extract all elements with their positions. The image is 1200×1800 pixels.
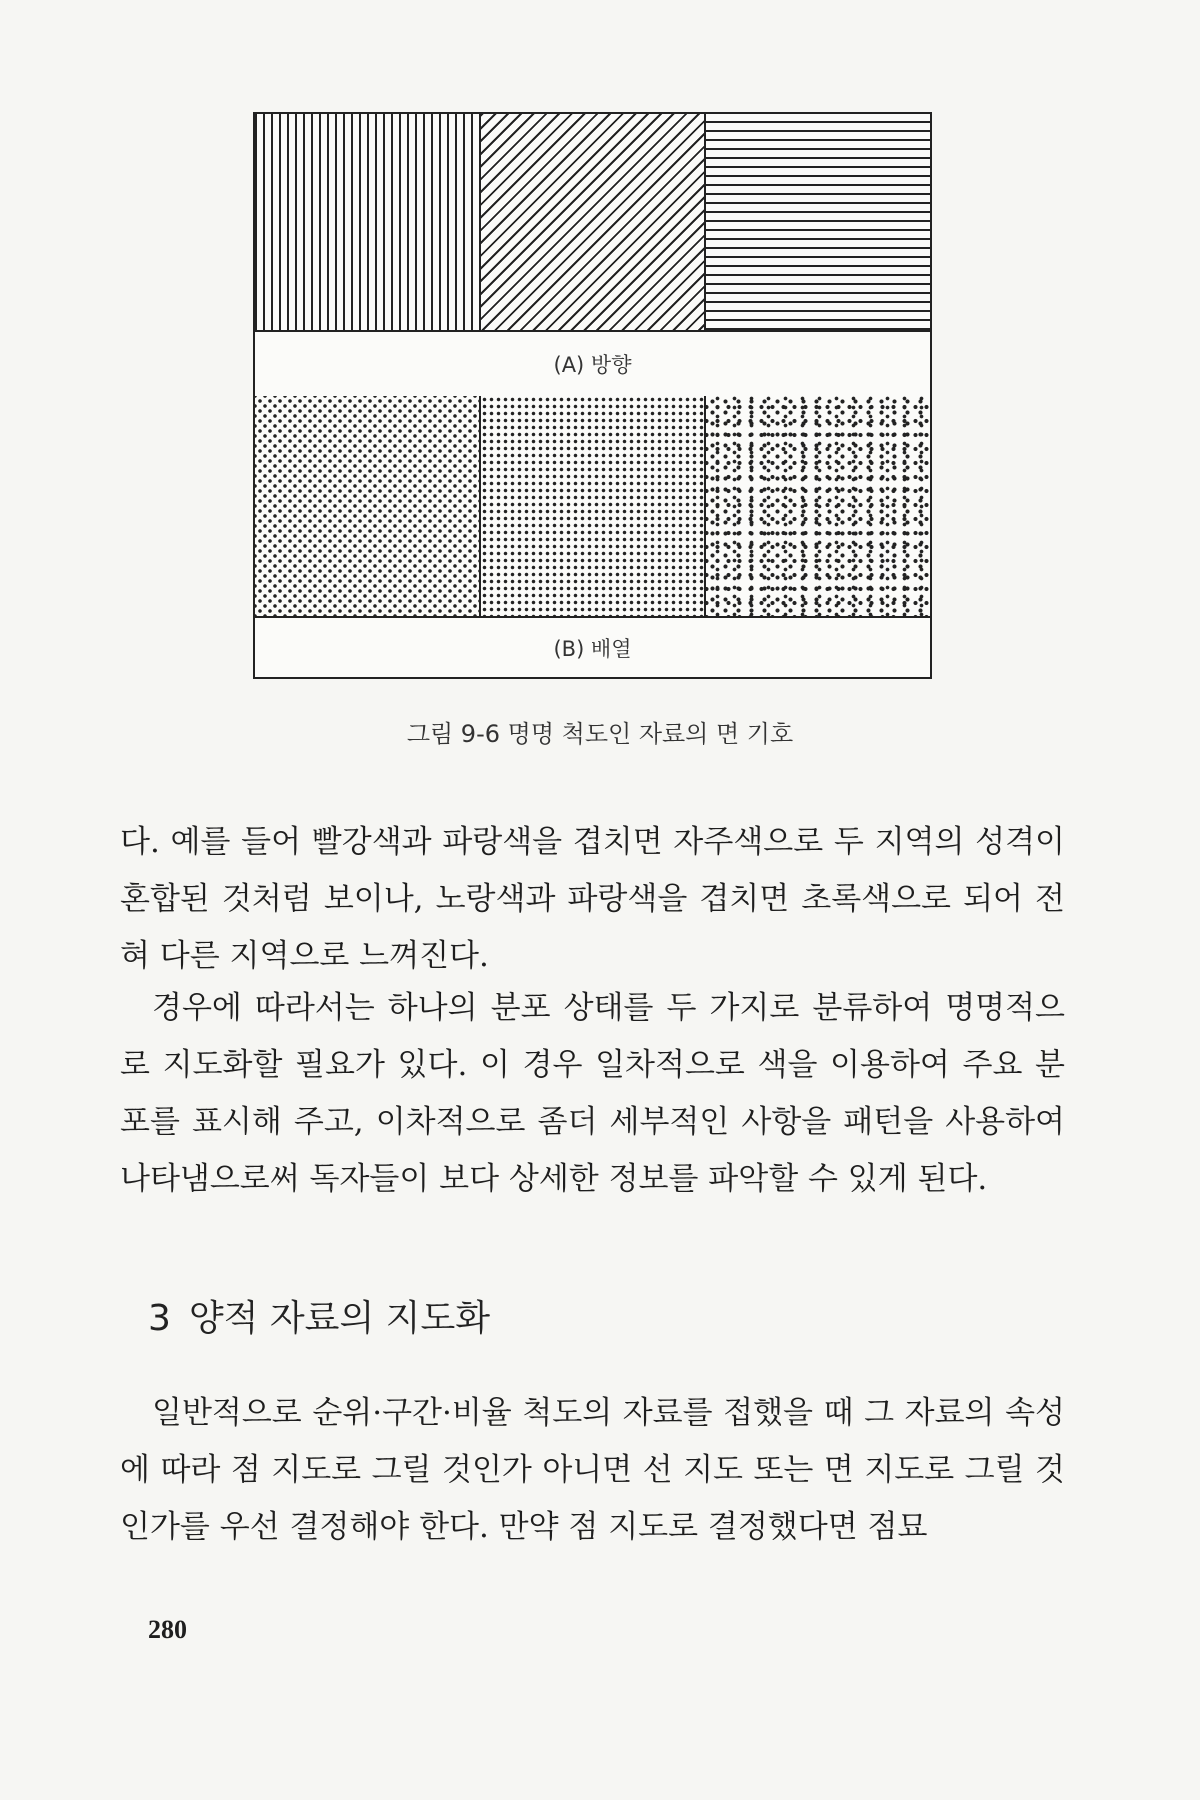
figure-label-b: (B) 배열 [255,616,930,677]
section-title: 양적 자료의 지도화 [188,1298,491,1339]
vertical-lines-pattern [255,114,481,330]
grid-dots-pattern [481,396,707,616]
orientation-patterns-row [255,114,930,330]
random-dots-pattern [706,396,930,616]
section-heading [148,1290,508,1341]
paragraph-3: 일반적으로 순위·구간·비율 척도의 자료를 접했을 때 그 자료의 속성에 따라 점 지도로 그릴 것인가 아니면 선 지도 또는 면 지도로 그릴 것인가를 우선 결정해야 한다. 만약 점 지도로 결정했다면 점묘 [120,1395,1065,1545]
figure-label-a: (A) 방향 [255,330,930,398]
section-number: 3 [148,1298,171,1339]
figure-9-6 [253,112,932,679]
paragraph-2: 경우에 따라서는 하나의 분포 상태를 두 가지로 분류하여 명명적으로 지도화할 필요가 있다. 이 경우 일차적으로 색을 이용하여 주요 분포를 표시해 주고, 이차적으로 좀더 세부적인 사항을 패턴을 사용하여 나타냄으로써 독자들이 보다 상세한 정보를 파악할 수 있게 된다. [120,990,1065,1197]
arrangement-patterns-row [255,396,930,616]
diagonal-lines-pattern [481,114,707,330]
paragraph-1: 다. 예를 들어 빨강색과 파랑색을 겹치면 자주색으로 두 지역의 성격이 혼합된 것처럼 보이나, 노랑색과 파랑색을 겹치면 초록색으로 되어 전혀 다른 지역으로 느껴진다. [120,824,1065,974]
page-number: 280 [148,1615,187,1644]
staggered-dots-pattern [255,396,481,616]
horizontal-lines-pattern [706,114,930,330]
figure-caption: 그림 9-6 명명 척도인 자료의 면 기호 [406,720,794,748]
